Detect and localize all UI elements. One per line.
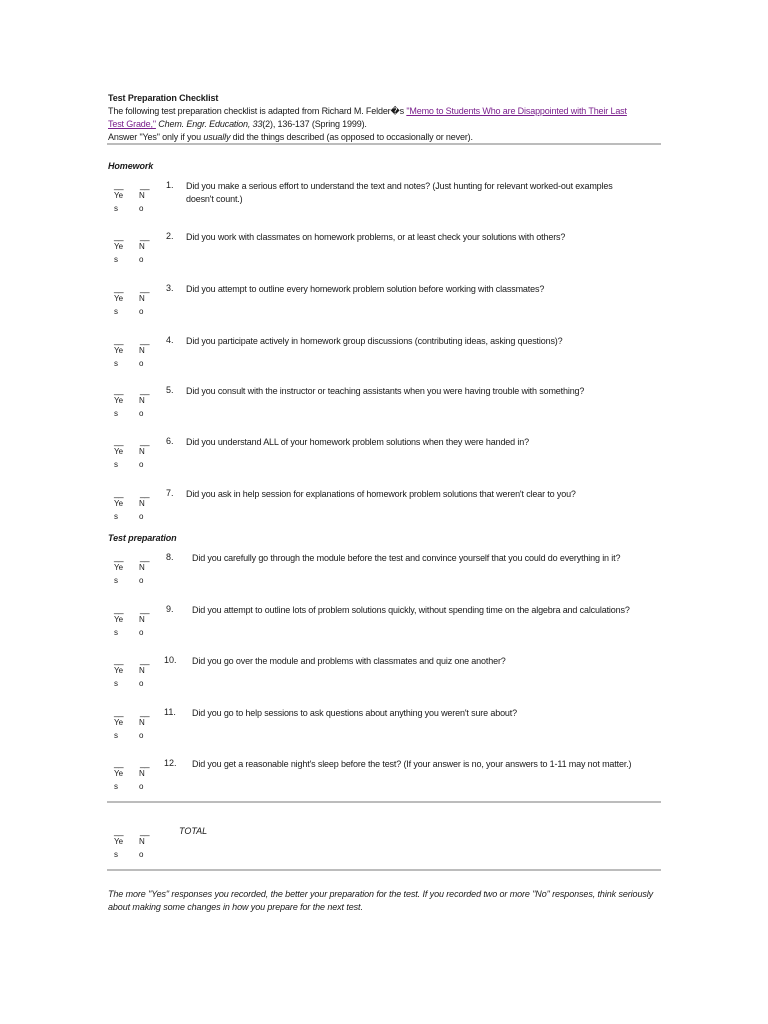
citation-volume: 33 bbox=[250, 119, 263, 129]
yes-label: Ye s bbox=[114, 346, 124, 368]
question-text: Did you go to help sessions to ask questions about anything you weren't sure about? bbox=[192, 708, 517, 718]
question-number: 5. bbox=[166, 385, 174, 395]
instruction-suffix: did the things described (as opposed to occasionally or never). bbox=[230, 132, 473, 142]
question-row bbox=[108, 604, 668, 652]
yes-answer-blank[interactable]: __ bbox=[114, 180, 124, 190]
question-number: 11. bbox=[164, 707, 176, 717]
question-number: 4. bbox=[166, 335, 174, 345]
question-row bbox=[108, 436, 668, 484]
total-label: TOTAL bbox=[179, 826, 208, 836]
citation-line bbox=[108, 119, 367, 129]
no-answer-blank[interactable]: __ bbox=[140, 283, 150, 293]
no-answer-blank[interactable]: __ bbox=[140, 604, 150, 614]
question-row bbox=[108, 231, 668, 279]
no-label: N o bbox=[139, 666, 145, 688]
no-answer-blank[interactable]: __ bbox=[140, 552, 150, 562]
no-answer-blank[interactable]: __ bbox=[140, 758, 150, 768]
yes-answer-blank[interactable]: __ bbox=[114, 436, 124, 446]
yes-answer-blank[interactable]: __ bbox=[114, 231, 124, 241]
yes-label: Ye s bbox=[114, 615, 124, 637]
footer-note: The more "Yes" responses you recorded, the better your preparation for the test. If you recorded two or more "No" responses, think seriously about making some changes in how you prepare for the next test. bbox=[108, 889, 654, 912]
question-text: Did you work with classmates on homework problems, or at least check your solutions with others? bbox=[186, 232, 566, 242]
yes-label: Ye s bbox=[114, 666, 124, 688]
question-text: Did you participate actively in homework group discussions (contributing ideas, asking questions)? bbox=[186, 336, 563, 346]
question-number: 1. bbox=[166, 180, 174, 190]
yes-answer-blank[interactable]: __ bbox=[114, 385, 124, 395]
total-no-label: N o bbox=[139, 837, 145, 859]
question-text: Did you consult with the instructor or teaching assistants when you were having trouble with something? bbox=[186, 386, 585, 396]
question-text: Did you attempt to outline every homework problem solution before working with classmates? bbox=[186, 284, 545, 294]
yes-answer-blank[interactable]: __ bbox=[114, 283, 124, 293]
intro-line bbox=[108, 106, 627, 117]
no-answer-blank[interactable]: __ bbox=[140, 335, 150, 345]
question-row bbox=[108, 385, 668, 433]
question-row bbox=[108, 180, 668, 228]
question-number: 8. bbox=[166, 552, 174, 562]
question-row bbox=[108, 552, 668, 600]
yes-answer-blank[interactable]: __ bbox=[114, 552, 124, 562]
no-answer-blank[interactable]: __ bbox=[140, 436, 150, 446]
question-text: Did you carefully go through the module before the test and convince yourself that you could do everything in it? bbox=[192, 553, 621, 563]
yes-label: Ye s bbox=[114, 447, 124, 469]
question-number: 3. bbox=[166, 283, 174, 293]
question-row bbox=[108, 655, 668, 703]
citation-rest: (2), 136-137 (Spring 1999). bbox=[262, 119, 367, 129]
question-number: 12. bbox=[164, 758, 177, 768]
no-label: N o bbox=[139, 294, 145, 316]
section-title-test-preparation: Test preparation bbox=[108, 533, 177, 543]
question-text: Did you get a reasonable night's sleep before the test? (If your answer is no, your answers to 1-11 may not matter.) bbox=[192, 759, 632, 769]
yes-label: Ye s bbox=[114, 396, 124, 418]
memo-link-line1[interactable]: "Memo to Students Who are Disappointed with Their Last bbox=[406, 106, 627, 116]
no-answer-blank[interactable]: __ bbox=[140, 385, 150, 395]
no-label: N o bbox=[139, 191, 145, 213]
question-number: 2. bbox=[166, 231, 174, 241]
section-title-homework: Homework bbox=[108, 161, 154, 171]
question-row bbox=[108, 488, 668, 536]
yes-label: Ye s bbox=[114, 718, 124, 740]
question-row bbox=[108, 707, 668, 755]
no-label: N o bbox=[139, 615, 145, 637]
no-label: N o bbox=[139, 769, 145, 791]
yes-answer-blank[interactable]: __ bbox=[114, 335, 124, 345]
no-label: N o bbox=[139, 499, 145, 521]
instruction-emphasis: usually bbox=[203, 132, 231, 142]
total-yes-label: Ye s bbox=[114, 837, 124, 859]
yes-label: Ye s bbox=[114, 769, 124, 791]
total-no-blank[interactable]: __ bbox=[140, 826, 150, 836]
yes-answer-blank[interactable]: __ bbox=[114, 758, 124, 768]
no-answer-blank[interactable]: __ bbox=[140, 488, 150, 498]
question-number: 7. bbox=[166, 488, 174, 498]
yes-label: Ye s bbox=[114, 191, 124, 213]
question-text: Did you understand ALL of your homework problem solutions when they were handed in? bbox=[186, 437, 529, 447]
yes-label: Ye s bbox=[114, 563, 124, 585]
yes-answer-blank[interactable]: __ bbox=[114, 604, 124, 614]
question-number: 9. bbox=[166, 604, 174, 614]
yes-label: Ye s bbox=[114, 242, 124, 264]
no-answer-blank[interactable]: __ bbox=[140, 231, 150, 241]
yes-label: Ye s bbox=[114, 499, 124, 521]
header-divider bbox=[107, 143, 661, 145]
total-divider-bottom bbox=[107, 869, 661, 871]
memo-link-line2[interactable]: Test Grade," bbox=[108, 119, 156, 129]
no-label: N o bbox=[139, 242, 145, 264]
no-label: N o bbox=[139, 447, 145, 469]
citation-journal: Chem. Engr. Education, bbox=[155, 119, 251, 129]
intro-prefix: The following test preparation checklist is adapted from Richard M. Felder�s bbox=[108, 106, 407, 116]
no-label: N o bbox=[139, 718, 145, 740]
yes-answer-blank[interactable]: __ bbox=[114, 655, 124, 665]
question-row bbox=[108, 335, 668, 383]
total-row bbox=[108, 826, 668, 874]
no-answer-blank[interactable]: __ bbox=[140, 707, 150, 717]
yes-answer-blank[interactable]: __ bbox=[114, 707, 124, 717]
question-row bbox=[108, 758, 668, 806]
question-text: Did you ask in help session for explanations of homework problem solutions that weren't clear to you? bbox=[186, 489, 576, 499]
no-answer-blank[interactable]: __ bbox=[140, 180, 150, 190]
question-row bbox=[108, 283, 668, 331]
total-divider-top bbox=[107, 801, 661, 803]
question-number: 6. bbox=[166, 436, 174, 446]
question-text: Did you attempt to outline lots of problem solutions quickly, without spending time on the algebra and calculations? bbox=[192, 605, 630, 615]
question-number: 10. bbox=[164, 655, 177, 665]
yes-label: Ye s bbox=[114, 294, 124, 316]
instruction-prefix: Answer "Yes" only if you bbox=[108, 132, 204, 142]
question-text: Did you make a serious effort to understand the text and notes? (Just hunting for relevant worked-out examples doesn't count.) bbox=[186, 181, 613, 204]
no-label: N o bbox=[139, 346, 145, 368]
yes-answer-blank[interactable]: __ bbox=[114, 488, 124, 498]
no-label: N o bbox=[139, 396, 145, 418]
no-label: N o bbox=[139, 563, 145, 585]
total-yes-blank[interactable]: __ bbox=[114, 826, 124, 836]
instruction-line bbox=[108, 132, 473, 142]
document-title: Test Preparation Checklist bbox=[108, 93, 219, 103]
no-answer-blank[interactable]: __ bbox=[140, 655, 150, 665]
question-text: Did you go over the module and problems with classmates and quiz one another? bbox=[192, 656, 506, 666]
